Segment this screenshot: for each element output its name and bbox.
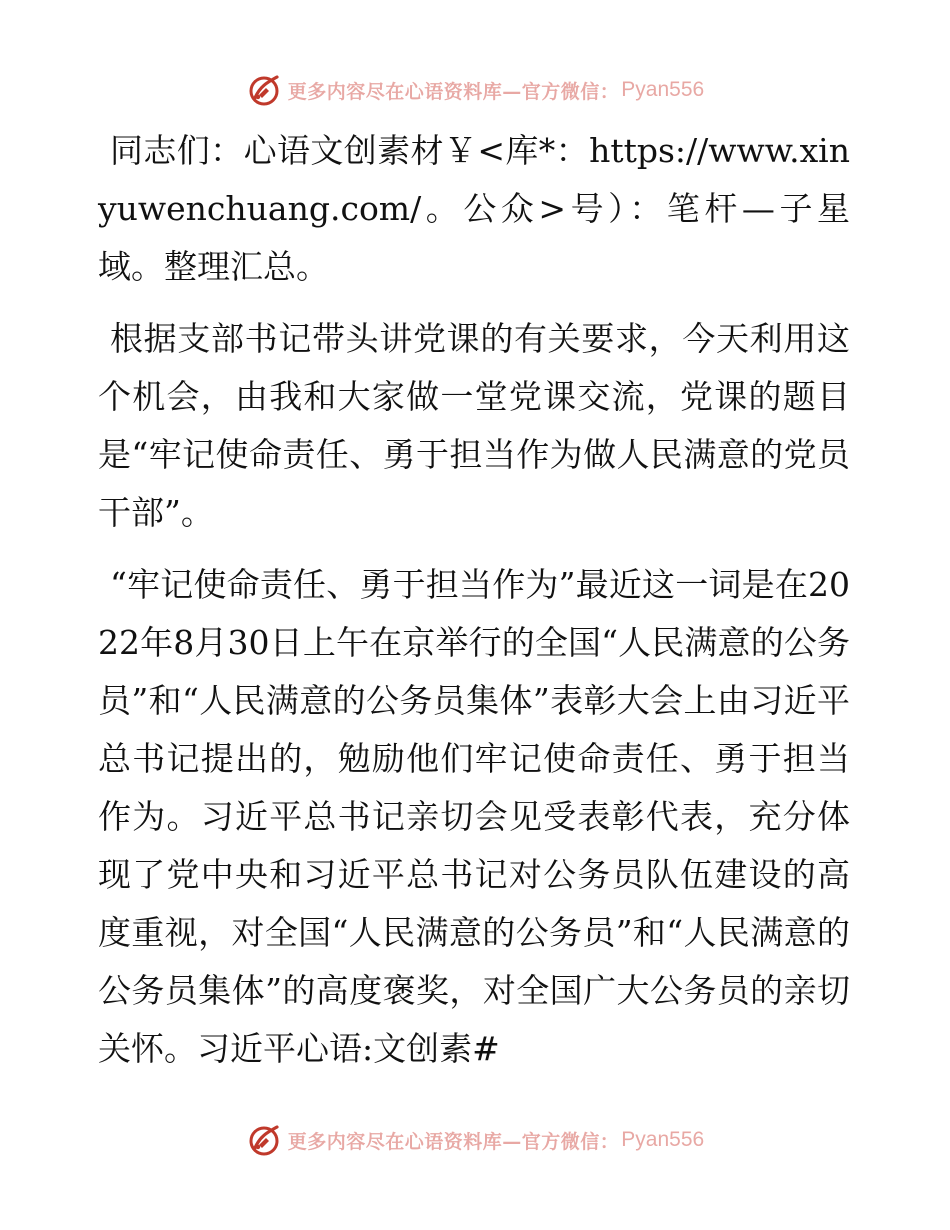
pen-swirl-logo-icon bbox=[246, 1122, 282, 1158]
paragraph-1: 同志们：心语文创素材￥<库*：https://www.xinyuwenchuang.com/。公众>号）：笔杆—子星域。整理汇总。 bbox=[98, 131, 850, 286]
footer-watermark bbox=[0, 1118, 950, 1162]
paragraph-3: “牢记使命责任、勇于担当作为”最近这一词是在2022年8月30日上午在京举行的全国“人民满意的公务员”和“人民满意的公务员集体”表彰大会上由习近平总书记提出的，勉励他们牢记使命责任、勇于担当作为。习近平总书记亲切会见受表彰代表，充分体现了党中央和习近平总书记对公务员队伍建设的高度重视，对全国“人民满意的公务员”和“人民满意的公务员集体”的高度褒奖，对全国广大公务员的亲切关怀。习近平心语:文创素# bbox=[98, 565, 850, 1068]
watermark-account: Pyan556 bbox=[621, 78, 705, 101]
pen-swirl-logo-icon bbox=[246, 72, 282, 108]
header-watermark-content bbox=[246, 72, 704, 108]
document-body bbox=[98, 122, 850, 1092]
watermark-text: 更多内容尽在心语资料库—官方微信： bbox=[287, 1130, 620, 1153]
watermark-account: Pyan556 bbox=[621, 1128, 705, 1151]
watermark-text: 更多内容尽在心语资料库—官方微信： bbox=[287, 80, 620, 103]
footer-watermark-content bbox=[246, 1122, 704, 1158]
paragraph-2: 根据支部书记带头讲党课的有关要求，今天利用这个机会，由我和大家做一堂党课交流，党课的题目是“牢记使命责任、勇于担当作为做人民满意的党员干部”。 bbox=[98, 319, 850, 532]
header-watermark bbox=[0, 68, 950, 112]
